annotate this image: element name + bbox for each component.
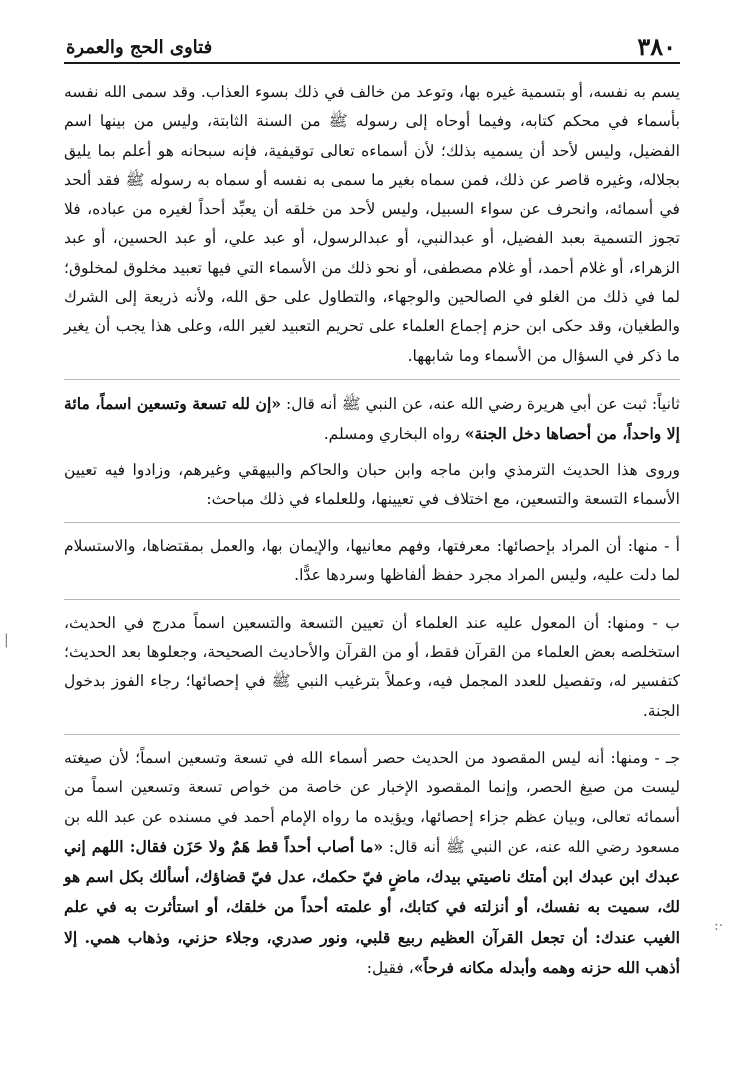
margin-mark: | [4,632,9,648]
running-title: فتاوى الحج والعمرة [66,37,213,58]
page-number: ٣٨٠ [637,32,676,61]
narration-paragraph: وروى هذا الحديث الترمذي وابن ماجه وابن حبان والحاكم والبيهقي وغيرهم، وزادوا فيه تعيين الأسماء التسعة والتسعين، مع اختلاف في تعيينها، وللعلماء في ذلك مباحث: [64,460,680,508]
page-header [64,28,680,64]
hadith-source: رواه البخاري ومسلم. [323,425,465,444]
point-c-paragraph [64,744,680,983]
hadith-quote: «إن لله تسعة وتسعين اسماً، مائة إلا واحداً، من أحصاها دخل الجنة» [64,393,680,444]
point-b-paragraph: ب - ومنها: أن المعول عليه عند العلماء أن تعيين التسعة والتسعين اسماً مدرج في الحديث، استخلصه بعض العلماء من القرآن فقط، أو من القرآن والأحاديث الصحيحة، وجعلوها بعد الحديث؛ كتفسير له، وتفصيل للعدد المجمل فيه، وعملاً بترغيب النبي ﷺ في إحصائها؛ رجاء الفوز بدخول الجنة. [64,613,680,720]
paragraph-divider [64,379,680,380]
intro-paragraph: يسم به نفسه، أو بتسمية غيره بها، وتوعد من خالف في ذلك بسوء العذاب. وقد سمى الله نفسه بأسماء في محكم كتابه، وفيما أوحاه إلى رسوله ﷺ من السنة الثابتة، وليس من بينها اسم الفضيل، وليس لأحد أن يسميه بذلك؛ لأن أسماءه تعالى توقيفية، فإنه سبحانه هو أعلم بما يليق بجلاله، وغيره قاصر عن ذلك، فمن سماه بغير ما سمى به نفسه أو سماه به رسوله ﷺ فقد ألحد في أسمائه، وانحرف عن سواء السبيل، وليس لأحد من خلقه أن يعبِّد أحداً لغيره من عباده، فلا تجوز التسمية بعبد الفضيل، أو عبدالنبي، أو عبدالرسول، أو عبد علي، أو عبد الحسين، أو عبد الزهراء، أو غلام أحمد، أو غلام مصطفى، أو نحو ذلك من الأسماء التي فيها تعبيد مخلوق لمخلوق؛ لما في ذلك من الغلو في الصالحين والوجهاء، والتطاول على حق الله، ولأنه ذريعة إلى الشرك والطغيان، وقد حكى ابن حزم إجماع العلماء على تحريم التعبيد لغير الله، وعلى هذا يجب أن يغير ما ذكر في السؤال من الأسماء وما شابهها. [64,83,681,365]
page-body [64,78,680,983]
second-point-lead: ثانياً: ثبت عن أبي هريرة رضي الله عنه، عن النبي ﷺ أنه قال: [281,394,680,413]
point-a-paragraph: أ - منها: أن المراد بإحصائها: معرفتها، وفهم معانيها، والإيمان بها، والعمل بمقتضاها، والاستسلام لما دلت عليه، وليس المراد مجرد حفظ ألفاظها وسردها عدًّا. [64,537,680,585]
paragraph-divider [64,734,680,735]
hadith-quote: «ما أصاب أحداً قط هَمٌ ولا حَزَن فقال: اللهم إني عبدك ابن عبدك ابن أمتك ناصيتي بيدك، ماضٍ فيّ حكمك، عدل فيّ قضاؤك، أسألك بكل اسم هو لك، سميت به نفسك، أو أنزلته في كتابك، أو علمته أحداً من خلقك، أو استأثرت به في علم الغيب عندك: أن تجعل القرآن العظيم ربيع قلبي، ونور صدري، وجلاء حزني، وذهاب همي. إلا أذهب الله حزنه وهمه وأبدله مكانه فرحاً» [64,836,680,978]
point-c-lead: جـ - ومنها: أنه ليس المقصود من الحديث حصر أسماء الله في تسعة وتسعين اسماً؛ لأن صيغته ليست من صيغ الحصر، وإنما المقصود الإخبار عن خاصة من خواص تسعة وتسعين اسماً من أسمائه تعالى، وبيان عظم جزاء إحصائها، ويؤيده ما رواه الإمام أحمد في مسنده عن عبد الله بن مسعود رضي الله عنه، عن النبي ﷺ أنه قال: [64,748,680,856]
paragraph-divider [64,599,680,600]
paragraph-divider [64,522,680,523]
second-point-paragraph [64,389,680,450]
margin-mark: ·: [714,918,724,934]
point-c-tail: ، فقيل: [366,959,414,978]
